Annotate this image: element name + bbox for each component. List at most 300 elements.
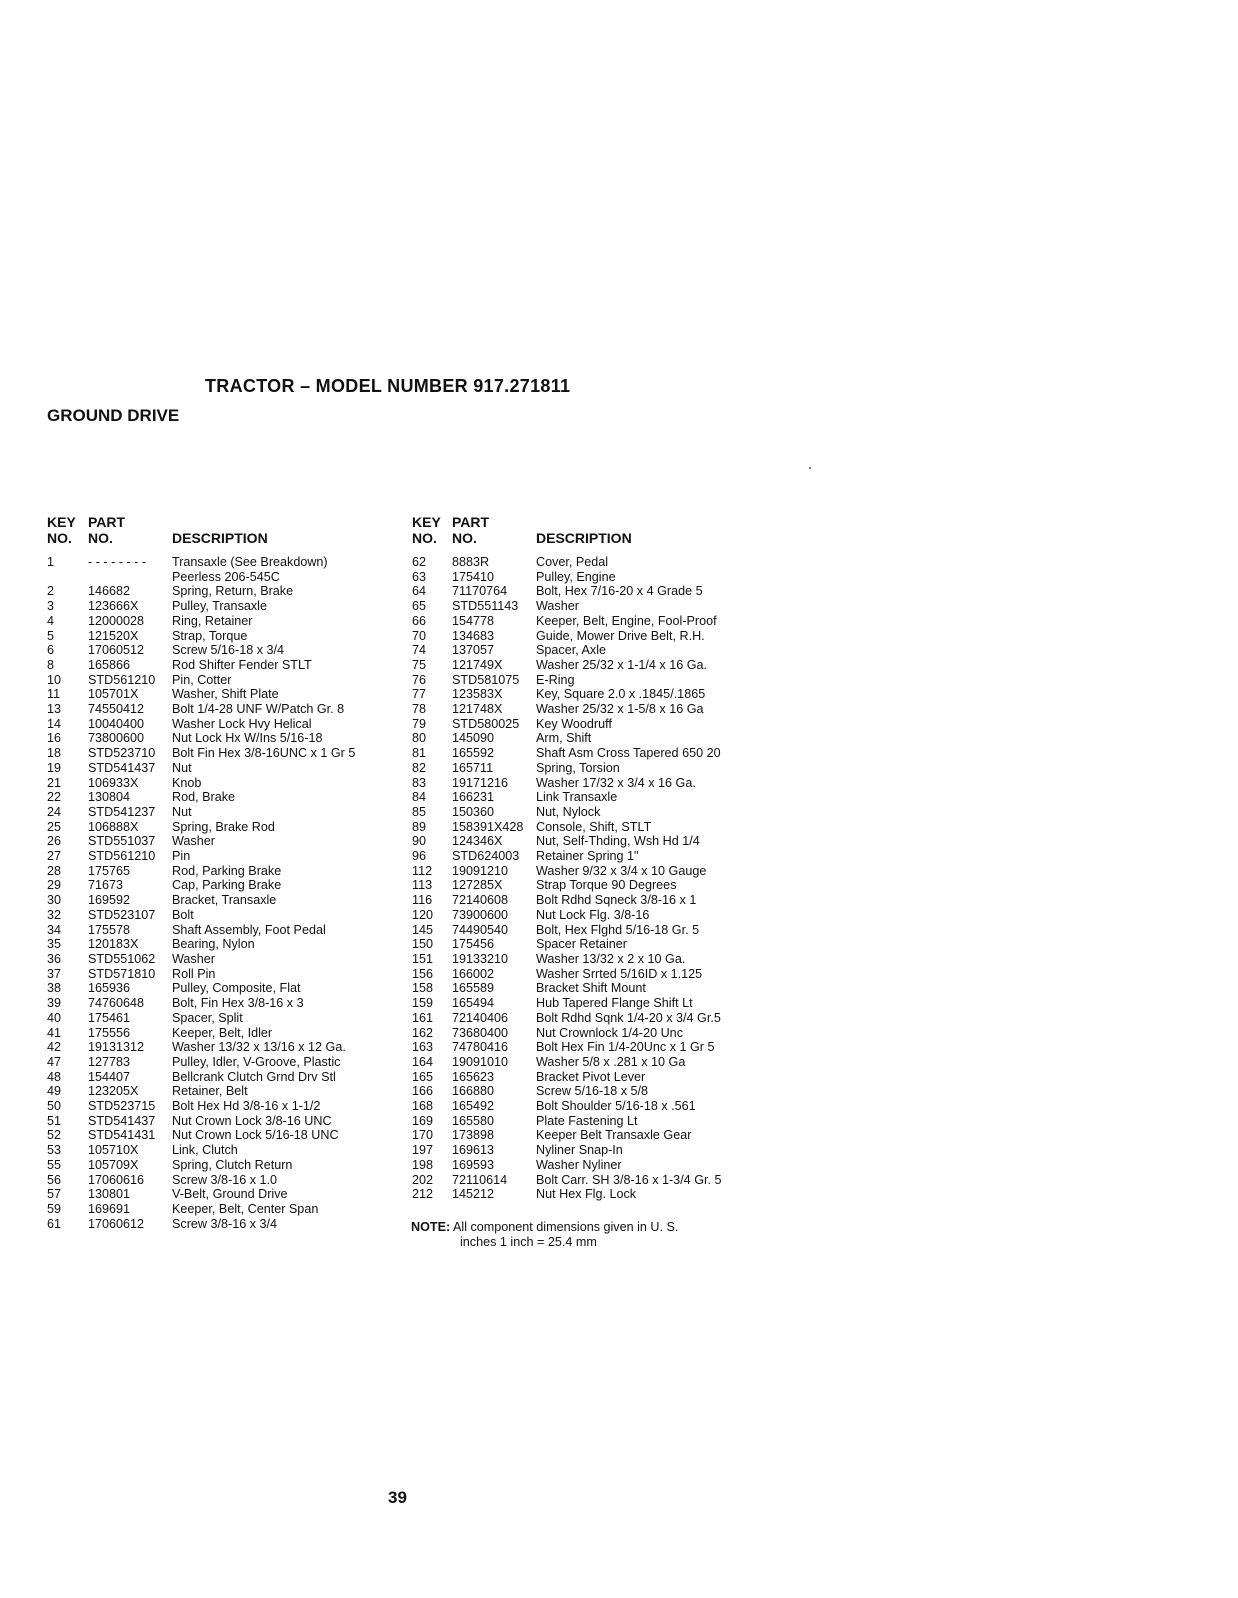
parts-row xyxy=(412,584,722,599)
key-number: 11 xyxy=(47,687,61,702)
parts-row xyxy=(412,599,722,614)
part-description: Washer 5/8 x .281 x 10 Ga xyxy=(536,1054,686,1069)
parts-table-right xyxy=(412,514,722,1202)
parts-list-right xyxy=(412,555,722,1202)
part-number: 71673 xyxy=(88,878,124,893)
part-number: 72140608 xyxy=(452,893,509,908)
part-number: 130804 xyxy=(88,790,131,805)
part-number: STD541237 xyxy=(88,804,156,819)
parts-row xyxy=(47,849,355,864)
part-number: 169592 xyxy=(88,893,131,908)
part-number: 166231 xyxy=(452,790,495,805)
parts-row xyxy=(47,908,355,923)
parts-row xyxy=(412,1026,722,1041)
part-number: 72110614 xyxy=(452,1172,508,1187)
part-number: 106888X xyxy=(88,819,139,834)
part-number: 19133210 xyxy=(452,951,509,966)
parts-row xyxy=(47,1143,355,1158)
parts-row xyxy=(47,746,355,761)
part-description: Strap, Torque xyxy=(172,628,248,643)
parts-row xyxy=(412,1099,722,1114)
parts-row xyxy=(412,658,722,673)
part-header-top: PART xyxy=(88,514,126,530)
part-description: Strap Torque 90 Degrees xyxy=(536,878,677,893)
parts-row xyxy=(412,1187,722,1202)
parts-row xyxy=(412,1158,722,1173)
part-description: Nut Lock Hx W/Ins 5/16-18 xyxy=(172,731,323,746)
key-number: 18 xyxy=(47,746,62,761)
part-description: Guide, Mower Drive Belt, R.H. xyxy=(536,628,705,643)
part-number xyxy=(88,570,172,585)
parts-row xyxy=(47,1040,355,1055)
parts-row xyxy=(412,643,722,658)
key-number: 27 xyxy=(47,849,62,864)
part-description: Pulley, Transaxle xyxy=(172,599,267,614)
part-number: 169593 xyxy=(452,1157,495,1172)
part-number: 165580 xyxy=(452,1113,495,1128)
parts-row xyxy=(412,570,722,585)
part-number: 154407 xyxy=(88,1069,131,1084)
parts-row xyxy=(412,790,722,805)
part-description: Shaft Asm Cross Tapered 650 20 xyxy=(536,746,721,761)
key-number: 19 xyxy=(47,760,62,775)
key-number: 56 xyxy=(47,1172,62,1187)
part-number: 10040400 xyxy=(88,716,145,731)
key-number: 42 xyxy=(47,1040,62,1055)
part-description: Pulley, Engine xyxy=(536,569,616,584)
key-number: 158 xyxy=(412,981,434,996)
key-number: 212 xyxy=(412,1187,434,1202)
parts-row xyxy=(47,1187,355,1202)
key-number: 21 xyxy=(47,775,62,790)
part-description: Bolt Hex Fin 1/4-20Unc x 1 Gr 5 xyxy=(536,1040,715,1055)
key-number: 112 xyxy=(412,863,433,878)
part-number: 165936 xyxy=(88,981,131,996)
key-number: 28 xyxy=(47,863,62,878)
parts-row xyxy=(412,1070,722,1085)
key-number: 63 xyxy=(412,569,427,584)
part-description: Washer Lock Hvy Helical xyxy=(172,716,312,731)
part-description: Cover, Pedal xyxy=(536,555,609,569)
key-number: 80 xyxy=(412,731,427,746)
parts-row xyxy=(47,555,355,570)
part-description: Washer, Shift Plate xyxy=(172,687,279,702)
part-description: Link Transaxle xyxy=(536,790,618,805)
key-number: 64 xyxy=(412,584,427,599)
parts-row xyxy=(47,658,355,673)
part-number: 106933X xyxy=(88,775,139,790)
part-number: 124346X xyxy=(452,834,503,849)
parts-row xyxy=(47,1128,355,1143)
part-description: Peerless 206-545C xyxy=(172,569,280,584)
parts-row xyxy=(47,761,355,776)
part-description: Keeper, Belt, Engine, Fool-Proof xyxy=(536,613,717,628)
key-number: 156 xyxy=(412,966,434,981)
part-number: 121520X xyxy=(88,628,139,643)
part-description: Link, Clutch xyxy=(172,1143,238,1158)
part-number: 130801 xyxy=(88,1187,131,1202)
part-description: Spring, Brake Rod xyxy=(172,819,275,834)
parts-row xyxy=(412,996,722,1011)
part-description: Nut, Nylock xyxy=(536,804,601,819)
parts-row xyxy=(47,584,355,599)
description-header: DESCRIPTION xyxy=(172,530,268,546)
key-number: 170 xyxy=(412,1128,434,1143)
part-number: STD551062 xyxy=(88,951,156,966)
parts-row xyxy=(412,981,722,996)
key-header-top: KEY xyxy=(47,514,76,530)
key-number: 6 xyxy=(47,643,55,658)
part-number: 74760648 xyxy=(88,996,145,1011)
part-description: Bearing, Nylon xyxy=(172,937,255,952)
part-number: STD523107 xyxy=(88,907,156,922)
parts-row xyxy=(412,908,722,923)
part-description: Spring, Clutch Return xyxy=(172,1157,293,1172)
parts-row xyxy=(47,702,355,717)
note-line-1: All component dimensions given in U. S. xyxy=(453,1220,679,1234)
key-number: 159 xyxy=(412,996,434,1011)
key-number xyxy=(47,570,88,585)
part-number: 17060512 xyxy=(88,643,145,658)
part-number: STD561210 xyxy=(88,849,156,864)
key-number: 65 xyxy=(412,599,427,614)
key-number: 50 xyxy=(47,1099,62,1114)
parts-row xyxy=(412,717,722,732)
parts-row xyxy=(412,1173,722,1188)
key-number: 47 xyxy=(47,1054,62,1069)
part-number: 173898 xyxy=(452,1128,495,1143)
parts-row xyxy=(47,1011,355,1026)
key-number: 150 xyxy=(412,937,434,952)
parts-row xyxy=(412,1114,722,1129)
part-number: 169691 xyxy=(88,1201,131,1216)
part-number: 154778 xyxy=(452,613,495,628)
part-description: Nut, Self-Thding, Wsh Hd 1/4 xyxy=(536,834,700,849)
part-description: Retainer, Belt xyxy=(172,1084,248,1099)
part-number: 74550412 xyxy=(88,702,145,717)
part-number: STD571810 xyxy=(88,966,156,981)
key-number: 162 xyxy=(412,1025,434,1040)
part-number: 158391X428 xyxy=(452,819,524,834)
page-number: 39 xyxy=(388,1488,407,1507)
key-number: 10 xyxy=(47,672,62,687)
part-description: Washer 13/32 x 13/16 x 12 Ga. xyxy=(172,1040,346,1055)
part-description: Spring, Return, Brake xyxy=(172,584,294,599)
note-line-2: inches 1 inch = 25.4 mm xyxy=(460,1234,597,1249)
page-title: TRACTOR – MODEL NUMBER 917.271811 xyxy=(205,376,571,396)
part-number: 121748X xyxy=(452,702,503,717)
key-number: 76 xyxy=(412,672,427,687)
part-number: 19091010 xyxy=(452,1054,509,1069)
part-number: STD624003 xyxy=(452,849,520,864)
parts-row xyxy=(47,834,355,849)
parts-row xyxy=(47,1173,355,1188)
part-number: 17060612 xyxy=(88,1216,145,1231)
parts-row xyxy=(47,996,355,1011)
note-label: NOTE: xyxy=(411,1220,451,1234)
key-number: 16 xyxy=(47,731,62,746)
key-number: 89 xyxy=(412,819,427,834)
parts-row xyxy=(47,1114,355,1129)
part-number: 8883R xyxy=(452,555,490,569)
parts-row xyxy=(412,614,722,629)
part-number: STD580025 xyxy=(452,716,520,731)
key-number: 165 xyxy=(412,1069,434,1084)
part-number: 145090 xyxy=(452,731,495,746)
part-number: 166002 xyxy=(452,966,495,981)
parts-row xyxy=(412,834,722,849)
parts-row xyxy=(412,878,722,893)
key-number: 164 xyxy=(412,1054,434,1069)
part-description: Keeper, Belt, Center Span xyxy=(172,1201,319,1216)
key-number: 41 xyxy=(47,1025,62,1040)
parts-row xyxy=(47,731,355,746)
part-number: 12000028 xyxy=(88,613,145,628)
key-number: 61 xyxy=(47,1216,62,1231)
part-description: Spacer, Axle xyxy=(536,643,607,658)
key-number: 36 xyxy=(47,951,62,966)
part-description: Knob xyxy=(172,775,202,790)
parts-row xyxy=(47,1055,355,1070)
part-description: Bolt, Hex Flghd 5/16-18 Gr. 5 xyxy=(536,922,700,937)
part-number: 123583X xyxy=(452,687,503,702)
parts-row xyxy=(412,937,722,952)
parts-row xyxy=(412,1084,722,1099)
part-number: 165592 xyxy=(452,746,495,761)
key-number: 66 xyxy=(412,613,427,628)
part-number: 120183X xyxy=(88,937,139,952)
parts-row xyxy=(412,1055,722,1070)
part-description: Washer xyxy=(172,951,215,966)
part-number: 73800600 xyxy=(88,731,145,746)
key-number: 2 xyxy=(47,584,55,599)
part-number: 105709X xyxy=(88,1157,139,1172)
part-description: Roll Pin xyxy=(172,966,216,981)
parts-row xyxy=(47,643,355,658)
part-description: Bellcrank Clutch Grnd Drv Stl xyxy=(172,1069,336,1084)
key-number: 169 xyxy=(412,1113,434,1128)
key-number: 84 xyxy=(412,790,427,805)
parts-row xyxy=(47,1084,355,1099)
parts-row xyxy=(47,952,355,967)
part-number: 127285X xyxy=(452,878,503,893)
part-description: Nut Lock Flg. 3/8-16 xyxy=(536,907,650,922)
part-header-top: PART xyxy=(452,514,490,530)
part-description: Nut Hex Flg. Lock xyxy=(536,1187,637,1202)
part-description: Nut xyxy=(172,804,192,819)
key-number: 1 xyxy=(47,555,55,569)
parts-row xyxy=(412,776,722,791)
parts-row xyxy=(47,673,355,688)
part-number: 134683 xyxy=(452,628,495,643)
part-description: Bolt, Hex 7/16-20 x 4 Grade 5 xyxy=(536,584,703,599)
key-number: 120 xyxy=(412,907,434,922)
key-number: 14 xyxy=(47,716,62,731)
part-description: Nyliner Snap-In xyxy=(536,1143,623,1158)
part-description: V-Belt, Ground Drive xyxy=(172,1187,288,1202)
part-description: Retainer Spring 1" xyxy=(536,849,639,864)
key-number: 82 xyxy=(412,760,427,775)
part-number: 169613 xyxy=(452,1143,495,1158)
part-number: STD541437 xyxy=(88,760,156,775)
key-number: 77 xyxy=(412,687,427,702)
key-header-bottom: NO. xyxy=(412,530,437,546)
part-number: 165866 xyxy=(88,657,131,672)
part-description: Bolt Rdhd Sqneck 3/8-16 x 1 xyxy=(536,893,697,908)
parts-row xyxy=(412,629,722,644)
key-number: 53 xyxy=(47,1143,62,1158)
part-description: E-Ring xyxy=(536,672,575,687)
part-number: 19171216 xyxy=(452,775,509,790)
part-description: Hub Tapered Flange Shift Lt xyxy=(536,996,693,1011)
part-description: Bracket, Transaxle xyxy=(172,893,277,908)
part-description: Pulley, Composite, Flat xyxy=(172,981,301,996)
part-number: 165589 xyxy=(452,981,495,996)
part-description: Washer 9/32 x 3/4 x 10 Gauge xyxy=(536,863,707,878)
parts-row xyxy=(47,923,355,938)
parts-row xyxy=(412,967,722,982)
parts-row xyxy=(412,864,722,879)
parts-row xyxy=(47,1158,355,1173)
parts-row xyxy=(47,776,355,791)
part-description: Washer 13/32 x 2 x 10 Ga. xyxy=(536,951,686,966)
part-number: 73680400 xyxy=(452,1025,509,1040)
part-description: Bracket Pivot Lever xyxy=(536,1069,646,1084)
part-number: 17060616 xyxy=(88,1172,145,1187)
key-number: 81 xyxy=(412,746,427,761)
key-number: 29 xyxy=(47,878,62,893)
part-number: 175578 xyxy=(88,922,131,937)
part-description: Washer 25/32 x 1-1/4 x 16 Ga. xyxy=(536,657,708,672)
parts-row xyxy=(412,1143,722,1158)
key-number: 198 xyxy=(412,1157,434,1172)
part-description: Screw 5/16-18 x 5/8 xyxy=(536,1084,649,1099)
parts-table-left xyxy=(47,514,355,1231)
key-number: 4 xyxy=(47,613,55,628)
part-description: Transaxle (See Breakdown) xyxy=(172,555,328,569)
part-number: 175556 xyxy=(88,1025,131,1040)
parts-row xyxy=(47,687,355,702)
part-description: Washer xyxy=(172,834,215,849)
parts-row xyxy=(47,805,355,820)
part-number: STD523710 xyxy=(88,746,156,761)
part-number: 165623 xyxy=(452,1069,495,1084)
part-description: Spacer Retainer xyxy=(536,937,628,952)
part-number: 72140406 xyxy=(452,1010,509,1025)
part-number: STD561210 xyxy=(88,672,156,687)
parts-row xyxy=(412,893,722,908)
part-number: 105701X xyxy=(88,687,139,702)
parts-row xyxy=(412,1011,722,1026)
parts-row xyxy=(47,1070,355,1085)
key-number: 62 xyxy=(412,555,427,569)
part-number: 123666X xyxy=(88,599,139,614)
parts-row xyxy=(412,746,722,761)
parts-row xyxy=(47,1217,355,1232)
key-number: 113 xyxy=(412,878,433,893)
part-description: Cap, Parking Brake xyxy=(172,878,282,893)
parts-row xyxy=(412,1040,722,1055)
key-number: 5 xyxy=(47,628,55,643)
part-description: Bolt 1/4-28 UNF W/Patch Gr. 8 xyxy=(172,702,345,717)
key-header-bottom: NO. xyxy=(47,530,72,546)
parts-row xyxy=(412,923,722,938)
key-number: 79 xyxy=(412,716,427,731)
key-number: 24 xyxy=(47,804,62,819)
part-description: Bolt, Fin Hex 3/8-16 x 3 xyxy=(172,996,304,1011)
part-number: 166880 xyxy=(452,1084,495,1099)
key-number: 90 xyxy=(412,834,427,849)
section-title: GROUND DRIVE xyxy=(47,406,180,425)
part-number: 137057 xyxy=(452,643,495,658)
part-number: 145212 xyxy=(452,1187,495,1202)
key-number: 59 xyxy=(47,1201,62,1216)
parts-row xyxy=(47,1202,355,1217)
part-description: Arm, Shift xyxy=(536,731,592,746)
parts-row xyxy=(412,687,722,702)
parts-row xyxy=(412,702,722,717)
key-number: 26 xyxy=(47,834,62,849)
part-description: Plate Fastening Lt xyxy=(536,1113,638,1128)
key-number: 96 xyxy=(412,849,427,864)
part-header-bottom: NO. xyxy=(452,530,477,546)
part-number: 121749X xyxy=(452,657,503,672)
parts-row xyxy=(47,790,355,805)
key-number: 52 xyxy=(47,1128,62,1143)
part-description: Washer xyxy=(536,599,579,614)
part-description: Rod, Parking Brake xyxy=(172,863,282,878)
key-number: 145 xyxy=(412,922,434,937)
parts-row xyxy=(47,864,355,879)
part-description: Pin, Cotter xyxy=(172,672,232,687)
part-number: 175410 xyxy=(452,569,495,584)
parts-row xyxy=(412,673,722,688)
part-description: Nut xyxy=(172,760,192,775)
key-number: 70 xyxy=(412,628,427,643)
dimension-note xyxy=(411,1220,678,1249)
part-number: 19091210 xyxy=(452,863,509,878)
parts-row xyxy=(412,555,722,570)
key-number: 39 xyxy=(47,996,62,1011)
parts-row xyxy=(47,599,355,614)
part-number: 19131312 xyxy=(88,1040,145,1055)
key-number: 25 xyxy=(47,819,62,834)
key-number: 8 xyxy=(47,657,55,672)
part-number: STD551037 xyxy=(88,834,156,849)
part-number: 127783 xyxy=(88,1054,131,1069)
part-description: Keeper Belt Transaxle Gear xyxy=(536,1128,692,1143)
part-description: Nut Crown Lock 5/16-18 UNC xyxy=(172,1128,339,1143)
part-header-bottom: NO. xyxy=(88,530,113,546)
parts-row xyxy=(47,893,355,908)
parts-row xyxy=(47,820,355,835)
key-number: 48 xyxy=(47,1069,62,1084)
part-description: Bolt xyxy=(172,907,194,922)
part-description: Nut Crown Lock 3/8-16 UNC xyxy=(172,1113,332,1128)
part-description: Key, Square 2.0 x .1845/.1865 xyxy=(536,687,706,702)
part-number: - - - - - - - - xyxy=(88,555,147,569)
key-number: 74 xyxy=(412,643,427,658)
part-description: Washer 25/32 x 1-5/8 x 16 Ga xyxy=(536,702,704,717)
part-number: 175456 xyxy=(452,937,495,952)
part-description: Washer Srrted 5/16ID x 1.125 xyxy=(536,966,703,981)
description-header: DESCRIPTION xyxy=(536,530,632,546)
key-number: 32 xyxy=(47,907,62,922)
part-description: Console, Shift, STLT xyxy=(536,819,652,834)
key-number: 30 xyxy=(47,893,62,908)
part-number: 74490540 xyxy=(452,922,509,937)
part-number: STD581075 xyxy=(452,672,520,687)
